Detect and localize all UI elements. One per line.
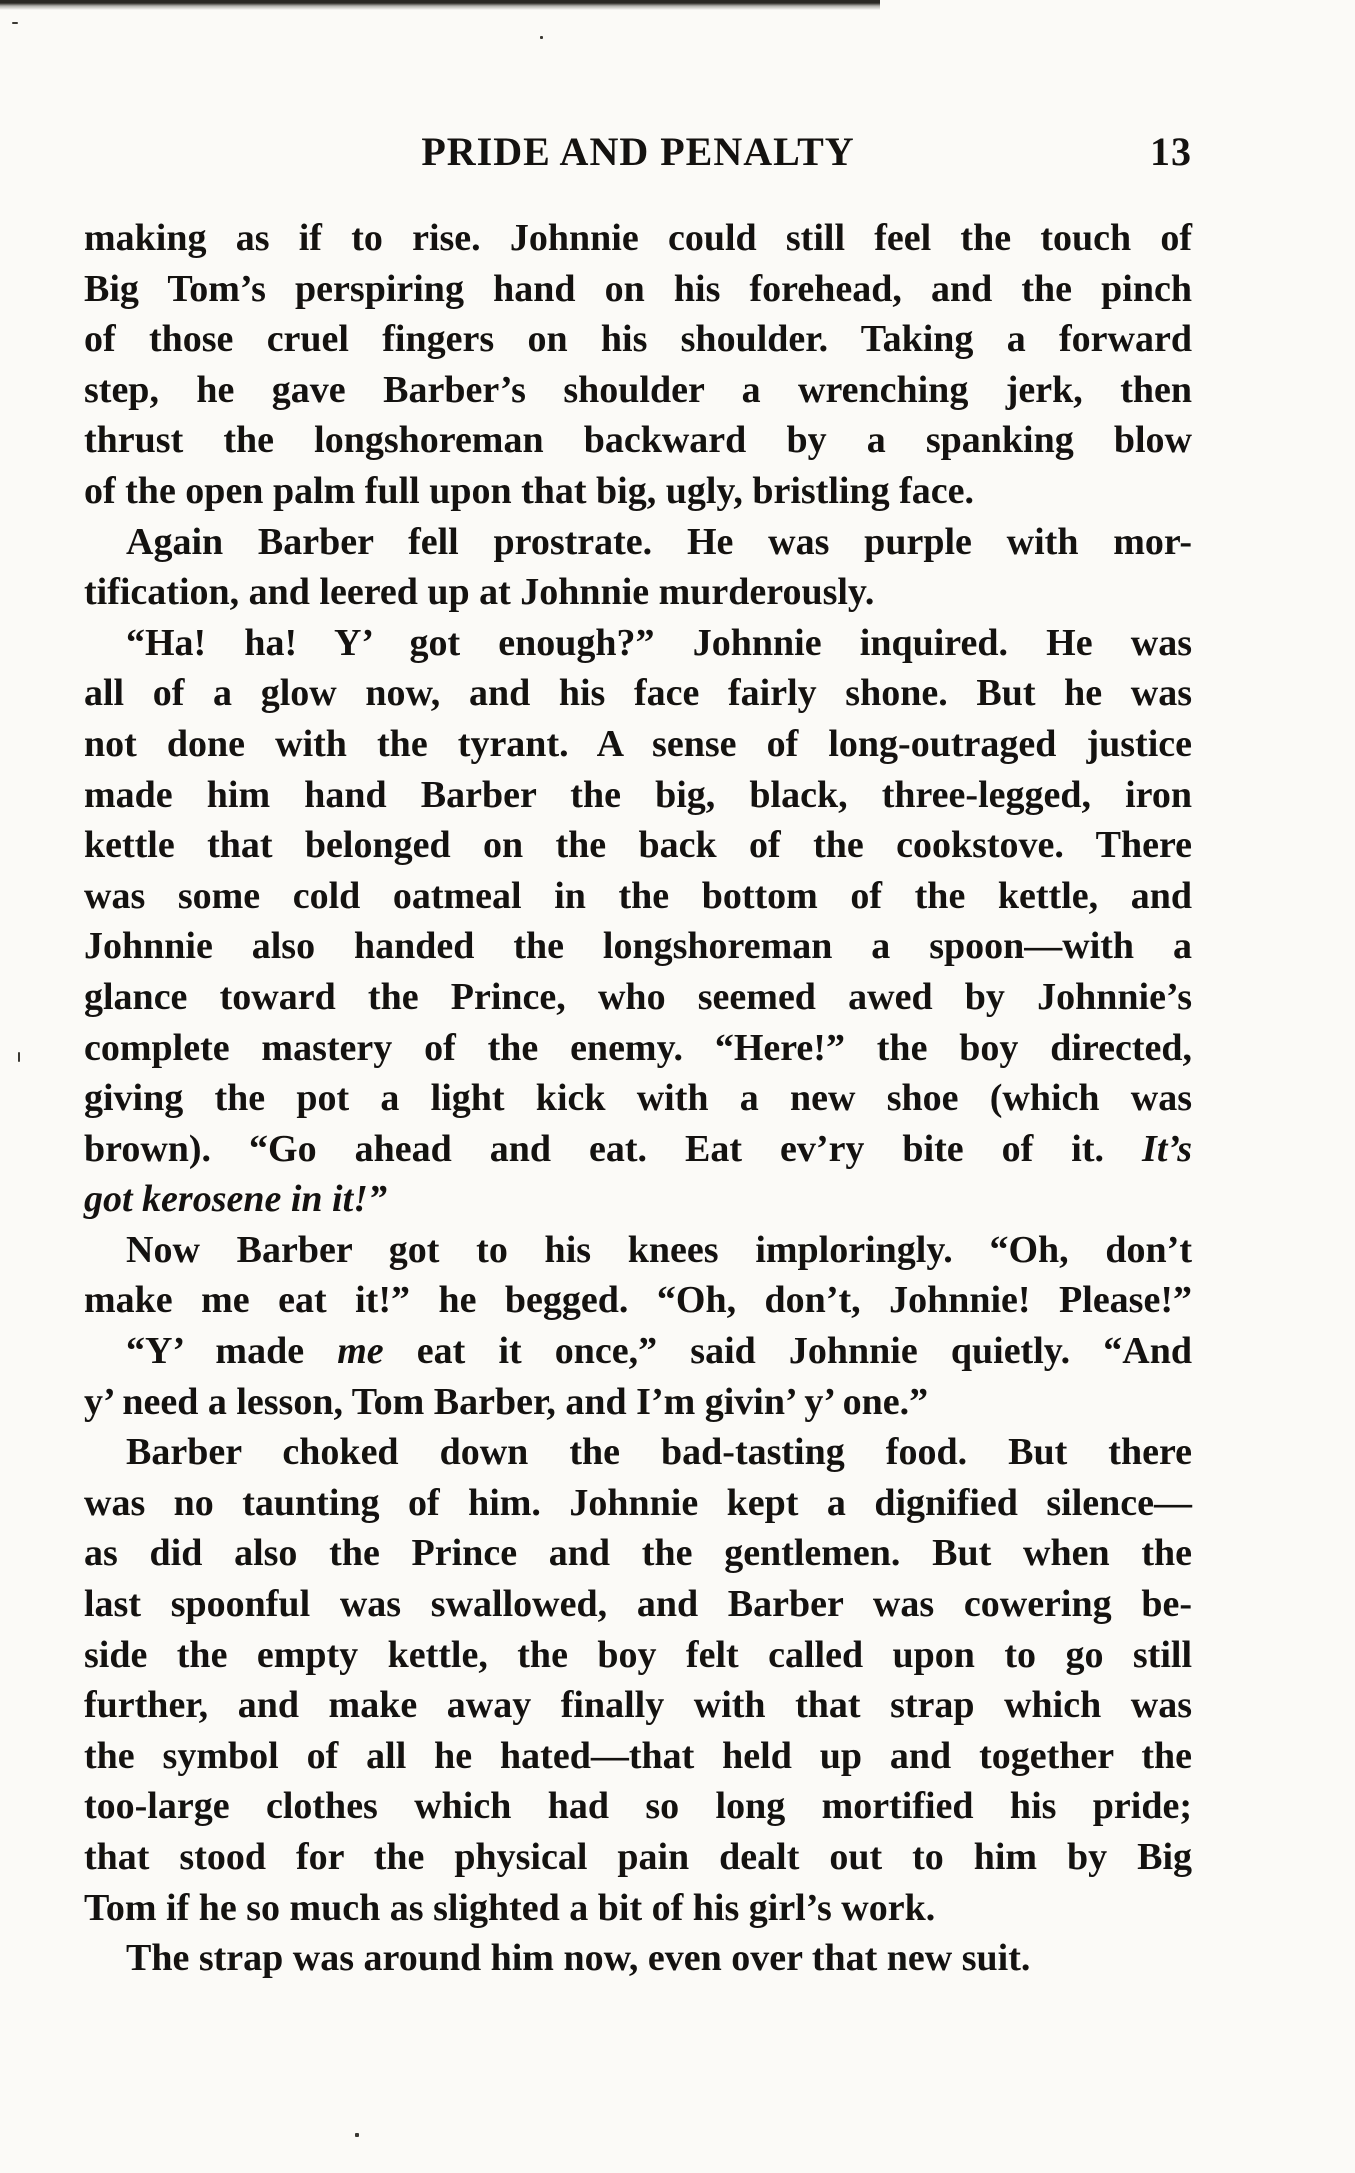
italic-its: It’s	[1142, 1127, 1193, 1170]
running-head	[84, 128, 1192, 178]
text-line: giving the pot a light kick with a new shoe (which was	[84, 1077, 1192, 1120]
text-line	[84, 1124, 1192, 1175]
page-number: 13	[1150, 129, 1192, 174]
text-line: thrust the longshoreman backward by a spanking blow	[84, 419, 1192, 462]
text-line: making as if to rise. Johnnie could still feel the touch of	[84, 217, 1192, 259]
text-line: that stood for the physical pain dealt out to him by Big	[84, 1836, 1192, 1878]
text-segment: “Y’ made	[126, 1330, 305, 1373]
text-line: of those cruel fingers on his shoulder. Taking a forward	[84, 318, 1192, 361]
text-line: Barber choked down the bad-tasting food. But there	[126, 1431, 1192, 1474]
text-line: glance toward the Prince, who seemed awed by Johnnie’s	[84, 975, 1192, 1018]
text-line: Again Barber fell prostrate. He was purple with mor-	[126, 520, 1192, 563]
text-line: y’ need a lesson, Tom Barber, and I’m givin’ y’ one.”	[84, 1380, 929, 1423]
text-line: was no taunting of him. Johnnie kept a dignified silence—	[84, 1481, 1192, 1524]
text-line: got kerosene in it!”	[84, 1178, 387, 1221]
text-segment: eat it once,” said Johnnie quietly. “And	[416, 1330, 1193, 1373]
text-line: Big Tom’s perspiring hand on his forehead, and the pinch	[84, 267, 1192, 310]
text-line: of the open palm full upon that big, ugly, bristling face.	[84, 469, 974, 512]
text-line: as did also the Prince and the gentlemen. But when the	[84, 1532, 1192, 1575]
text-line: “Ha! ha! Y’ got enough?” Johnnie inquired. He was	[126, 621, 1192, 664]
text-line: The strap was around him now, even over that new suit.	[126, 1937, 1031, 1980]
text-line: Johnnie also handed the longshoreman a spoon—with a	[84, 925, 1192, 968]
text-line: complete mastery of the enemy. “Here!” the boy directed,	[84, 1026, 1192, 1069]
running-title: PRIDE AND PENALTY	[421, 129, 855, 174]
text-line: Now Barber got to his knees imploringly. “Oh, don’t	[126, 1228, 1192, 1271]
text-line: made him hand Barber the big, black, three-legged, iron	[84, 773, 1192, 816]
text-line: Tom if he so much as slighted a bit of his girl’s work.	[84, 1886, 936, 1929]
text-line: too-large clothes which had so long mortified his pride;	[84, 1785, 1192, 1828]
text-segment: brown). “Go ahead and eat. Eat ev’ry bite of it.	[84, 1127, 1105, 1170]
text-line: make me eat it!” he begged. “Oh, don’t, Johnnie! Please!”	[84, 1279, 1192, 1322]
text-line: the symbol of all he hated—that held up and together the	[84, 1734, 1192, 1777]
text-line	[84, 1326, 1192, 1377]
text-line: not done with the tyrant. A sense of long-outraged justice	[84, 722, 1192, 765]
italic-me: me	[337, 1330, 384, 1373]
text-line: was some cold oatmeal in the bottom of the kettle, and	[84, 874, 1192, 917]
scan-speck	[12, 22, 18, 24]
text-line: kettle that belonged on the back of the cookstove. There	[84, 824, 1192, 867]
text-line: step, he gave Barber’s shoulder a wrenching jerk, then	[84, 368, 1192, 411]
text-line: further, and make away finally with that strap which was	[84, 1684, 1192, 1727]
body-text	[84, 213, 1192, 1984]
scan-speck	[18, 1052, 20, 1062]
scan-speck	[355, 2133, 359, 2137]
text-line: last spoonful was swallowed, and Barber was cowering be-	[84, 1583, 1192, 1626]
scan-top-edge	[0, 0, 880, 10]
text-line: all of a glow now, and his face fairly shone. But he was	[84, 672, 1192, 715]
text-line: side the empty kettle, the boy felt called upon to go still	[84, 1633, 1192, 1676]
scan-speck	[540, 36, 543, 39]
text-line: tification, and leered up at Johnnie murderously.	[84, 571, 875, 614]
